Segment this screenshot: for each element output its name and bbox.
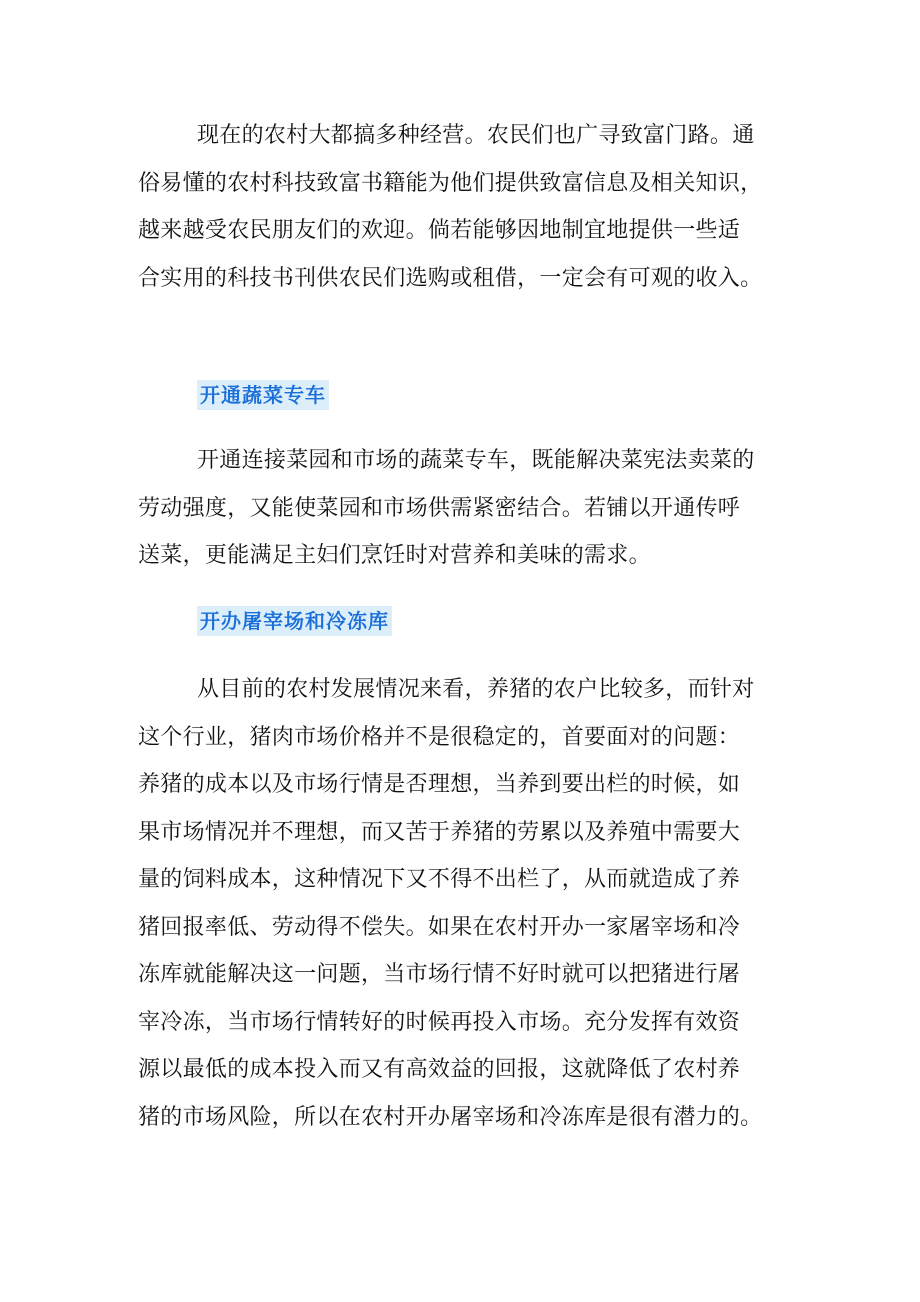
paragraph-line: 量的饲料成本，这种情况下又不得不出栏了，从而就造成了养 (138, 867, 741, 892)
paragraph-line: 源以最低的成本投入而又有高效益的回报，这就降低了农村养 (138, 1057, 741, 1082)
paragraph-line: 养猪的成本以及市场行情是否理想，当养到要出栏的时候，如 (138, 772, 741, 797)
paragraph-line: 合实用的科技书刊供农民们选购或租借，一定会有可观的收入。 (138, 265, 763, 291)
paragraph-line: 猪回报率低、劳动得不偿失。如果在农村开办一家屠宰场和冷 (138, 914, 741, 940)
paragraph-line: 俗易懂的农村科技致富书籍能为他们提供致富信息及相关知识， (138, 170, 763, 196)
paragraph-line: 这个行业，猪肉市场价格并不是很稳定的，首要面对的问题： (138, 724, 741, 750)
section-heading-slaughterhouse: 开办屠宰场和冷冻库 (197, 606, 392, 636)
paragraph-line: 宰冷冻，当市场行情转好的时候再投入市场。充分发挥有效资 (138, 1009, 741, 1035)
paragraph-book-rental (138, 112, 788, 302)
paragraph-line: 劳动强度，又能使菜园和市场供需紧密结合。若铺以开通传呼 (138, 495, 741, 521)
paragraph-line: 开通连接菜园和市场的蔬菜专车，既能解决菜宪法卖菜的 (197, 448, 755, 473)
paragraph-slaughterhouse (138, 666, 788, 1141)
paragraph-vegetable-bus (138, 437, 788, 580)
paragraph-line: 果市场情况并不理想，而又苦于养猪的劳累以及养殖中需要大 (138, 819, 741, 845)
paragraph-line: 冻库就能解决这一问题，当市场行情不好时就可以把猪进行屠 (138, 962, 741, 987)
paragraph-line: 从目前的农村发展情况来看，养猪的农户比较多，而针对 (197, 677, 755, 702)
section-heading-vegetable-bus: 开通蔬菜专车 (197, 380, 329, 410)
paragraph-line: 越来越受农民朋友们的欢迎。倘若能够因地制宜地提供一些适 (138, 218, 741, 243)
paragraph-line: 现在的农村大都搞多种经营。农民们也广寻致富门路。通 (197, 123, 755, 148)
paragraph-line: 送菜，更能满足主妇们烹饪时对营养和美味的需求。 (138, 543, 651, 568)
paragraph-line: 猪的市场风险，所以在农村开办屠宰场和冷冻库是很有潜力的。 (138, 1104, 763, 1130)
